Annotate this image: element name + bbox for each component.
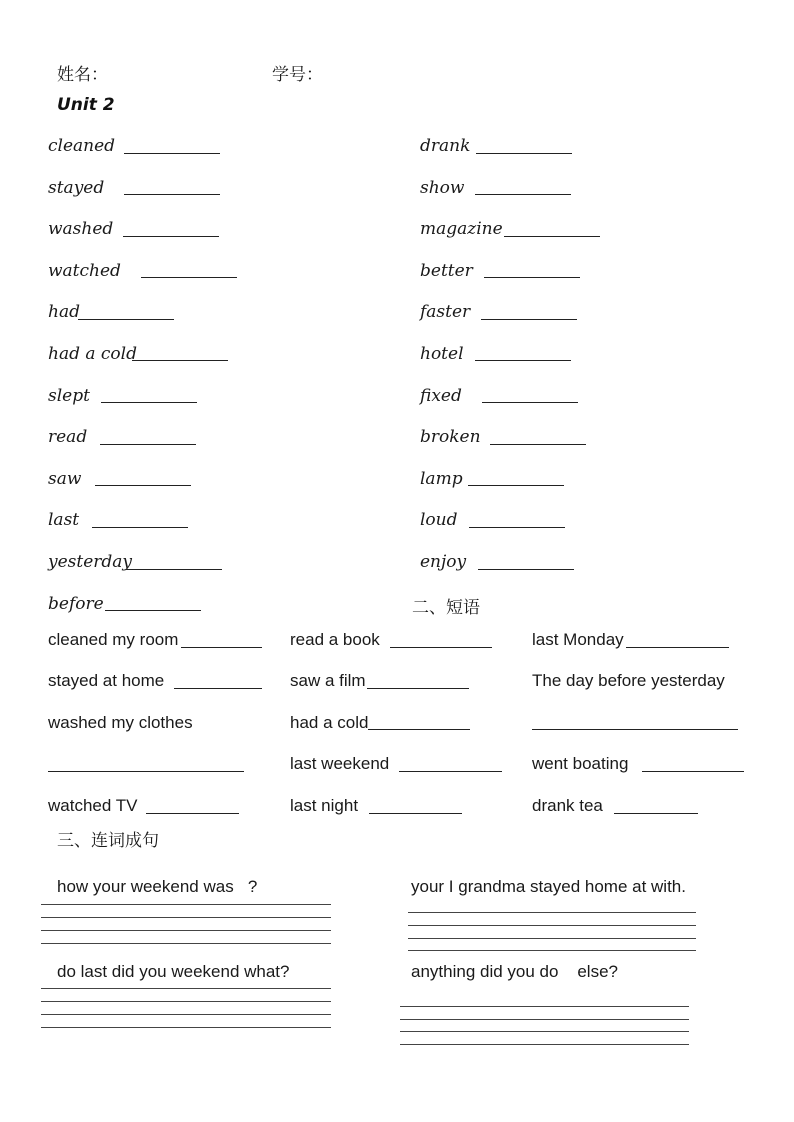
answer-blank[interactable] bbox=[132, 360, 228, 361]
answer-blank[interactable] bbox=[369, 813, 462, 814]
phrase: saw a film bbox=[290, 671, 366, 690]
vocab-word: before bbox=[48, 594, 104, 614]
phrase: last Monday bbox=[532, 630, 624, 649]
writing-line[interactable] bbox=[400, 1006, 689, 1007]
phrase: drank tea bbox=[532, 796, 603, 815]
answer-blank[interactable] bbox=[475, 194, 571, 195]
answer-blank[interactable] bbox=[368, 729, 470, 730]
vocab-word: enjoy bbox=[420, 552, 467, 572]
phrase: read a book bbox=[290, 630, 380, 649]
vocab-word: drank bbox=[420, 136, 471, 156]
scrambled-sentence: anything did you do else? bbox=[411, 962, 618, 981]
answer-blank[interactable] bbox=[95, 485, 191, 486]
writing-line[interactable] bbox=[408, 950, 696, 951]
answer-blank[interactable] bbox=[475, 360, 571, 361]
answer-blank[interactable] bbox=[124, 153, 220, 154]
vocab-word: slept bbox=[48, 386, 90, 406]
student-id-label: 学号： bbox=[272, 65, 323, 85]
writing-line[interactable] bbox=[400, 1031, 689, 1032]
vocab-word: magazine bbox=[420, 219, 503, 239]
answer-blank[interactable] bbox=[101, 402, 197, 403]
scrambled-sentence: how your weekend was ? bbox=[57, 877, 258, 896]
answer-blank[interactable] bbox=[614, 813, 698, 814]
answer-blank[interactable] bbox=[482, 402, 578, 403]
answer-blank[interactable] bbox=[478, 569, 574, 570]
writing-line[interactable] bbox=[41, 1001, 331, 1002]
section-3-title: 三、连词成句 bbox=[57, 831, 159, 851]
phrase: stayed at home bbox=[48, 671, 165, 690]
phrase: had a cold bbox=[290, 713, 369, 732]
answer-blank[interactable] bbox=[48, 771, 244, 772]
phrase: washed my clothes bbox=[48, 713, 193, 732]
phrase: last weekend bbox=[290, 754, 390, 773]
vocab-word: stayed bbox=[48, 178, 105, 198]
answer-blank[interactable] bbox=[490, 444, 586, 445]
answer-blank[interactable] bbox=[469, 527, 565, 528]
vocab-word: saw bbox=[48, 469, 82, 489]
answer-blank[interactable] bbox=[124, 194, 220, 195]
vocab-word: fixed bbox=[420, 386, 462, 406]
vocab-word: washed bbox=[48, 219, 114, 239]
phrase: went boating bbox=[532, 754, 629, 773]
vocab-word: watched bbox=[48, 261, 121, 281]
section-2-title: 二、短语 bbox=[412, 598, 480, 618]
scrambled-sentence: do last did you weekend what? bbox=[57, 962, 290, 981]
phrase: cleaned my room bbox=[48, 630, 179, 649]
answer-blank[interactable] bbox=[532, 729, 738, 730]
scrambled-sentence: your I grandma stayed home at with. bbox=[411, 877, 686, 896]
writing-line[interactable] bbox=[41, 1027, 331, 1028]
phrase: The day before yesterday bbox=[532, 671, 725, 690]
writing-line[interactable] bbox=[400, 1044, 689, 1045]
writing-line[interactable] bbox=[408, 925, 696, 926]
answer-blank[interactable] bbox=[78, 319, 174, 320]
vocab-word: lamp bbox=[420, 469, 463, 489]
vocab-word: had a cold bbox=[48, 344, 137, 364]
writing-line[interactable] bbox=[41, 1014, 331, 1015]
vocab-word: last bbox=[48, 510, 80, 530]
writing-line[interactable] bbox=[41, 917, 331, 918]
name-label: 姓名： bbox=[57, 65, 108, 85]
answer-blank[interactable] bbox=[399, 771, 502, 772]
vocab-word: broken bbox=[420, 427, 481, 447]
phrase: last night bbox=[290, 796, 359, 815]
vocab-word: had bbox=[48, 302, 80, 322]
vocab-word: better bbox=[420, 261, 473, 281]
answer-blank[interactable] bbox=[92, 527, 188, 528]
answer-blank[interactable] bbox=[481, 319, 577, 320]
answer-blank[interactable] bbox=[105, 610, 201, 611]
writing-line[interactable] bbox=[408, 938, 696, 939]
answer-blank[interactable] bbox=[484, 277, 580, 278]
answer-blank[interactable] bbox=[468, 485, 564, 486]
unit-title: Unit 2 bbox=[57, 95, 115, 115]
writing-line[interactable] bbox=[41, 943, 331, 944]
answer-blank[interactable] bbox=[367, 688, 469, 689]
vocab-word: yesterday bbox=[48, 552, 133, 572]
writing-line[interactable] bbox=[41, 988, 331, 989]
answer-blank[interactable] bbox=[174, 688, 262, 689]
answer-blank[interactable] bbox=[390, 647, 492, 648]
vocab-word: loud bbox=[420, 510, 458, 530]
phrase: watched TV bbox=[48, 796, 138, 815]
answer-blank[interactable] bbox=[123, 236, 219, 237]
answer-blank[interactable] bbox=[626, 647, 729, 648]
answer-blank[interactable] bbox=[476, 153, 572, 154]
vocab-word: cleaned bbox=[48, 136, 116, 156]
answer-blank[interactable] bbox=[146, 813, 239, 814]
answer-blank[interactable] bbox=[504, 236, 600, 237]
writing-line[interactable] bbox=[408, 912, 696, 913]
vocab-word: faster bbox=[420, 302, 471, 322]
writing-line[interactable] bbox=[41, 904, 331, 905]
answer-blank[interactable] bbox=[141, 277, 237, 278]
answer-blank[interactable] bbox=[181, 647, 262, 648]
answer-blank[interactable] bbox=[100, 444, 196, 445]
answer-blank[interactable] bbox=[642, 771, 744, 772]
writing-line[interactable] bbox=[41, 930, 331, 931]
vocab-word: hotel bbox=[420, 344, 464, 364]
answer-blank[interactable] bbox=[126, 569, 222, 570]
vocab-word: read bbox=[48, 427, 88, 447]
vocab-word: show bbox=[420, 178, 465, 198]
writing-line[interactable] bbox=[400, 1019, 689, 1020]
